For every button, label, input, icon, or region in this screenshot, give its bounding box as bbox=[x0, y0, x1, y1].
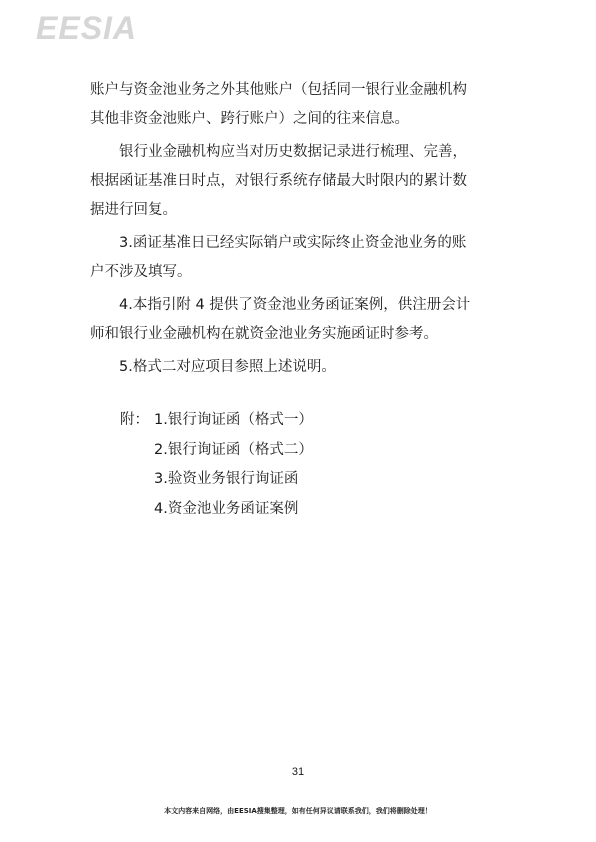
document-body bbox=[90, 76, 510, 386]
text-line: 其他非资金池账户、跨行账户）之间的往来信息。 bbox=[90, 111, 409, 127]
paragraph-2 bbox=[90, 138, 510, 225]
attachment-item bbox=[120, 406, 313, 436]
page-number: 31 bbox=[291, 766, 305, 778]
paragraph-3 bbox=[90, 229, 510, 287]
text-line: 银行业金融机构应当对历史数据记录进行梳理、完善， bbox=[119, 144, 467, 160]
attachment-label: 1.银行询证函（格式一） bbox=[154, 412, 313, 428]
attachment-label: 2.银行询证函（格式二） bbox=[154, 441, 313, 458]
text-line: 账户与资金池业务之外其他账户（包括同一银行业金融机构 bbox=[90, 82, 467, 98]
attachment-item bbox=[120, 436, 313, 466]
paragraph-5 bbox=[90, 353, 510, 382]
text-line: 师和银行业金融机构在就资金池业务实施函证时参考。 bbox=[90, 326, 438, 342]
attachment-label: 3.验资业务银行询证函 bbox=[154, 471, 299, 487]
attachment-item bbox=[120, 495, 313, 525]
footer-notice: 本文内容来自网络，由EESIA搜集整理，如有任何异议请联系我们，我们将删除处理！ bbox=[164, 807, 432, 815]
text-line: 4.本指引附 4 提供了资金池业务函证案例，供注册会计 bbox=[119, 297, 471, 313]
text-line: 5.格式二对应项目参照上述说明。 bbox=[119, 359, 336, 375]
paragraph-1 bbox=[90, 76, 510, 134]
eesia-logo: EESIA bbox=[36, 10, 138, 46]
paragraph-4 bbox=[90, 291, 510, 349]
attachment-prefix: 附： bbox=[120, 412, 149, 428]
text-line: 据进行回复。 bbox=[90, 202, 177, 218]
attachment-label: 4.资金池业务函证案例 bbox=[154, 500, 299, 517]
attachment-item bbox=[120, 465, 313, 495]
text-line: 3.函证基准日已经实际销户或实际终止资金池业务的账 bbox=[119, 235, 467, 251]
text-line: 根据函证基准日时点，对银行系统存储最大时限内的累计数 bbox=[90, 173, 467, 189]
attachment-list bbox=[120, 406, 313, 524]
text-line: 户不涉及填写。 bbox=[90, 264, 192, 280]
